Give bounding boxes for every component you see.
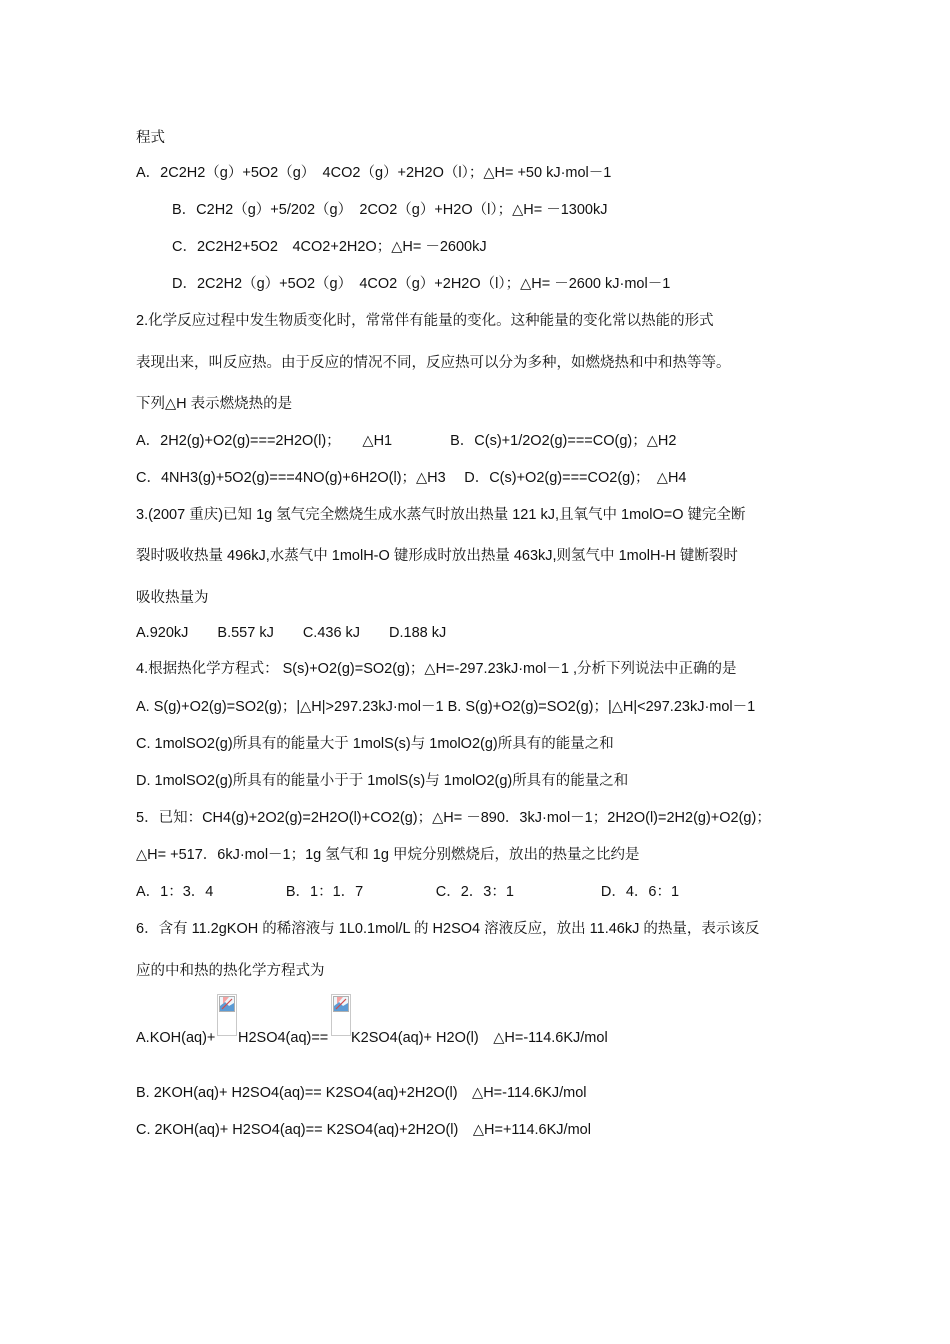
q5-stem-line-2: △H= +517．6kJ·mol－1；1g 氢气和 1g 甲烷分别燃烧后，放出的热量之比约是 <box>136 847 640 863</box>
q3-stem-line-2: 裂时吸收热量 496kJ,水蒸气中 1molH-O 键形成时放出热量 463kJ,则氢气中 1molH-H 键断裂时 <box>136 548 738 564</box>
q3-stem-line-1: 3.(2007 重庆)已知 1g 氢气完全燃烧生成水蒸气时放出热量 121 kJ,且氧气中 1molO=O 键完全断 <box>136 507 746 523</box>
q4-option-c: C. 1molSO2(g)所具有的能量大于 1molS(s)与 1molO2(g)所具有的能量之和 <box>136 736 614 752</box>
q4-stem: 4.根据热化学方程式： S(s)+O2(g)=SO2(g)；△H=-297.23kJ·mol－1 ,分析下列说法中正确的是 <box>136 661 737 677</box>
q6-stem-line-1: 6．含有 11.2gKOH 的稀溶液与 1L0.1mol/L 的 H2SO4 溶液反应，放出 11.46kJ 的热量，表示该反 <box>136 921 760 937</box>
q2-stem-line-3: 下列△H 表示燃烧热的是 <box>136 396 293 412</box>
q4-options-ab: A. S(g)+O2(g)=SO2(g)；|△H|>297.23kJ·mol－1 B. S(g)+O2(g)=SO2(g)；|△H|<297.23kJ·mol－1 <box>136 699 756 715</box>
q2-options-cd: C．4NH3(g)+5O2(g)===4NO(g)+6H2O(l)；△H3 D．C(s)+O2(g)===CO2(g)； △H4 <box>136 470 687 486</box>
q3-options: A.920kJ B.557 kJ C.436 kJ D.188 kJ <box>136 625 447 641</box>
q1-option-a: A．2C2H2（g）+5O2（g） 4CO2（g）+2H2O（l）；△H= +50 kJ·mol－1 <box>136 165 612 181</box>
q6-option-a-part1: A.KOH(aq)+ <box>136 1030 216 1046</box>
q2-stem-line-2: 表现出来，叫反应热。由于反应的情况不同，反应热可以分为多种，如燃烧热和中和热等等。 <box>136 355 731 371</box>
q3-stem-line-3: 吸收热量为 <box>136 590 209 606</box>
q1-option-b: B．C2H2（g）+5/202（g） 2CO2（g）+H2O（l）；△H= －1300kJ <box>172 202 608 218</box>
q6-option-c: C. 2KOH(aq)+ H2SO4(aq)== K2SO4(aq)+2H2O(l) △H=+114.6KJ/mol <box>136 1122 591 1138</box>
q5-stem-line-1: 5．已知：CH4(g)+2O2(g)=2H2O(l)+CO2(g)；△H= －890．3kJ·mol－1；2H2O(l)=2H2(g)+O2(g)； <box>136 810 771 826</box>
q6-option-a-part2: H2SO4(aq)== <box>238 1030 329 1046</box>
q6-option-b: B. 2KOH(aq)+ H2SO4(aq)== K2SO4(aq)+2H2O(l) △H=-114.6KJ/mol <box>136 1085 587 1101</box>
q4-option-d: D. 1molSO2(g)所具有的能量小于于 1molS(s)与 1molO2(g)所具有的能量之和 <box>136 773 629 789</box>
q1-option-c: C．2C2H2+5O2 4CO2+2H2O；△H= －2600kJ <box>172 239 487 255</box>
q2-stem-line-1: 2.化学反应过程中发生物质变化时，常常伴有能量的变化。这种能量的变化常以热能的形式 <box>136 313 714 329</box>
q6-stem-line-2: 应的中和热的热化学方程式为 <box>136 963 325 979</box>
q2-options-ab: A．2H2(g)+O2(g)===2H2O(l)； △H1 B．C(s)+1/2O2(g)===CO(g)；△H2 <box>136 433 677 449</box>
heading-fragment: 程式 <box>136 130 165 146</box>
broken-image-icon <box>217 994 237 1036</box>
q5-options: A．1：3．4 B．1：1．7 C．2．3：1 D．4．6：1 <box>136 884 680 900</box>
q6-option-a-part3: K2SO4(aq)+ H2O(l) △H=-114.6KJ/mol <box>351 1030 608 1046</box>
q1-option-d: D．2C2H2（g）+5O2（g） 4CO2（g）+2H2O（l）；△H= －2600 kJ·mol－1 <box>172 276 671 292</box>
broken-image-glyph <box>333 996 349 1012</box>
broken-image-glyph <box>219 996 235 1012</box>
broken-image-icon <box>331 994 351 1036</box>
